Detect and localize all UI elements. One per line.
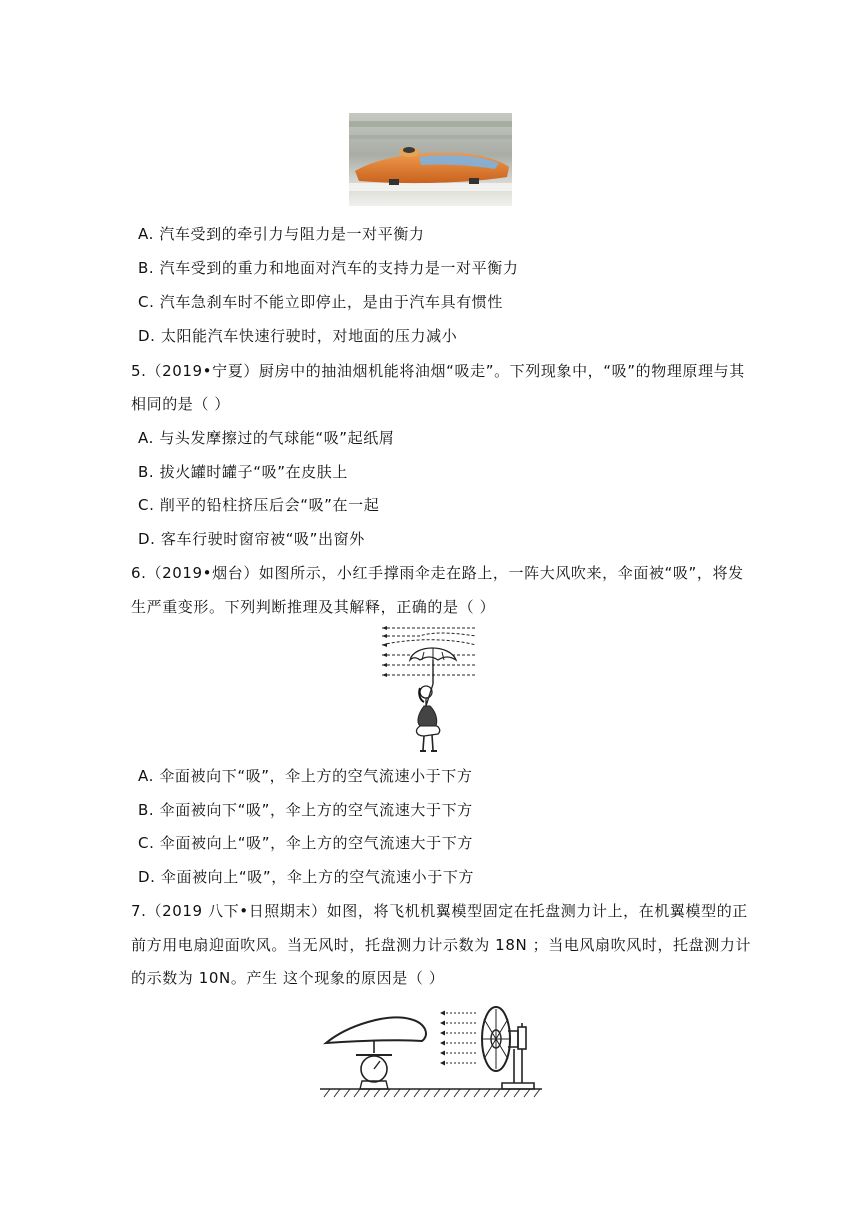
q6-option-a: A. 伞面被向下“吸”，伞上方的空气流速小于下方 (138, 767, 473, 785)
q4-option-c: C. 汽车急刹车时不能立即停止，是由于汽车具有惯性 (138, 293, 504, 311)
q6-stem-line1: 6.（2019•烟台）如图所示，小红手撑雨伞走在路上，一阵大风吹来，伞面被“吸”，将发 (131, 564, 744, 582)
q5-option-a: A. 与头发摩擦过的气球能“吸”起纸屑 (138, 429, 395, 447)
solar-car-photo (349, 113, 512, 206)
q4-option-a: A. 汽车受到的牵引力与阻力是一对平衡力 (138, 225, 425, 243)
q5-stem-line1: 5.（2019•宁夏）厨房中的抽油烟机能将油烟“吸走”。下列现象中，“吸”的物理原理与其 (131, 362, 745, 380)
umbrella-girl-figure (380, 622, 480, 754)
wing-scale-fan-diagram (318, 1005, 546, 1101)
q7-stem-line1: 7.（2019 八下•日照期末）如图，将飞机机翼模型固定在托盘测力计上，在机翼模型的正 (131, 902, 748, 920)
umbrella-wind-diagram (380, 622, 480, 754)
q6-option-d: D. 伞面被向上“吸”，伞上方的空气流速小于下方 (138, 868, 475, 886)
q5-stem-line2: 相同的是（ ） (131, 395, 230, 413)
q7-stem-line2: 前方用电扇迎面吹风。当无风时，托盘测力计示数为 18N ；当电风扇吹风时，托盘测力计 (131, 936, 752, 954)
wing-fan-figure (318, 1005, 546, 1101)
q5-option-c: C. 削平的铅柱挤压后会“吸”在一起 (138, 496, 380, 514)
ground-hatching (324, 1089, 540, 1097)
q6-option-b: B. 伞面被向下“吸”，伞上方的空气流速大于下方 (138, 801, 473, 819)
q5-option-d: D. 客车行驶时窗帘被“吸”出窗外 (138, 530, 365, 548)
wing-model (326, 1017, 426, 1043)
q6-option-c: C. 伞面被向上“吸”，伞上方的空气流速大于下方 (138, 834, 473, 852)
solar-car-image (349, 113, 512, 206)
airflow-arrows (442, 1013, 478, 1063)
q6-stem-line2: 生严重变形。下列判断推理及其解释，正确的是（ ） (131, 598, 496, 616)
q4-option-b: B. 汽车受到的重力和地面对汽车的支持力是一对平衡力 (138, 259, 519, 277)
q5-option-b: B. 拔火罐时罐子“吸”在皮肤上 (138, 463, 348, 481)
q4-option-d: D. 太阳能汽车快速行驶时，对地面的压力减小 (138, 327, 458, 345)
wind-arrows (382, 628, 476, 675)
q7-stem-line3: 的示数为 10N。产生 这个现象的原因是（ ） (131, 969, 445, 987)
